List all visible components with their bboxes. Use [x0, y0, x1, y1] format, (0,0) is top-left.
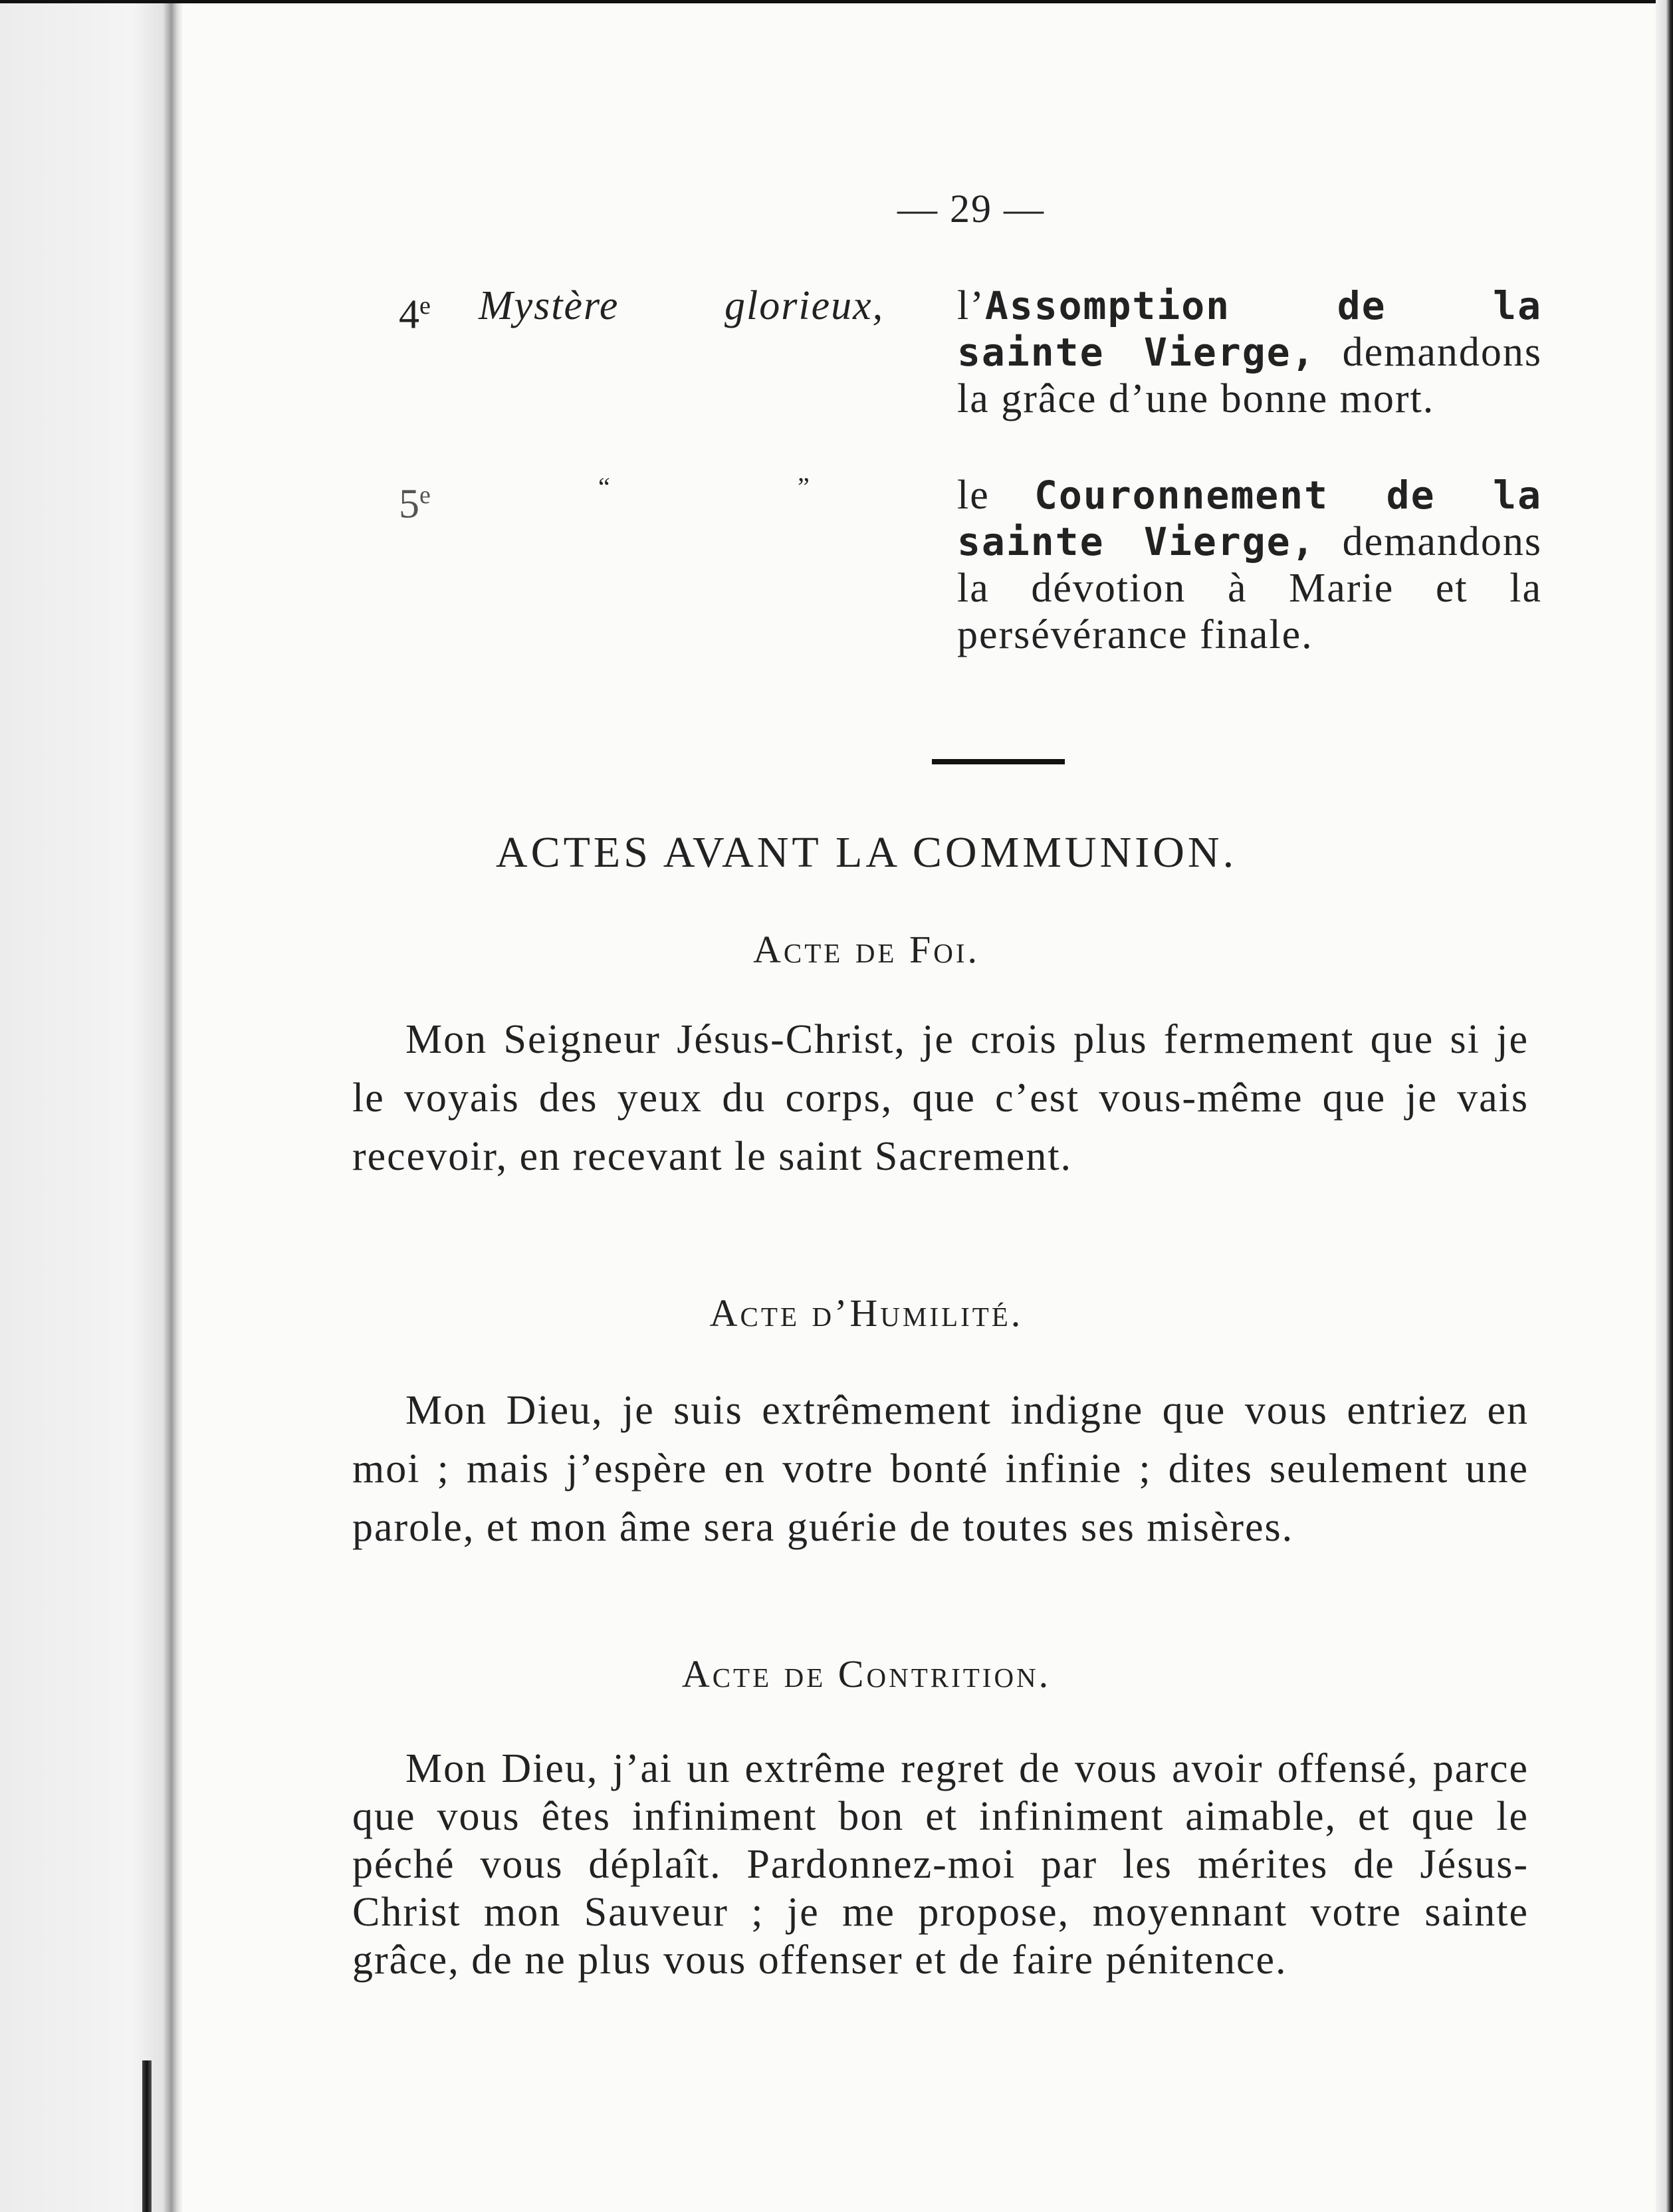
binding-mark — [142, 2060, 152, 2212]
mystery-text: le Couronnement de la sainte Vierge, demandons la dévotion à Marie et la persévérance finale. — [957, 473, 1542, 657]
ditto-mark: ” — [798, 472, 810, 502]
section-divider — [932, 759, 1065, 764]
mystery-title: Assomption de la sainte Vierge, — [957, 283, 1542, 375]
ditto-mark: “ — [598, 472, 610, 502]
act-paragraph: Mon Dieu, je suis extrêmement indigne que vous entriez en moi ; mais j’espère en votre bonté infinie ; dites seulement une parole, et mon âme sera guérie de toutes ses misères. — [352, 1388, 1529, 1550]
act-paragraph: Mon Dieu, j’ai un extrême regret de vous avoir offensé, parce que vous êtes infiniment bon et infiniment aimable, et que le péché vous déplaît. Pardonnez-moi par les mérites de Jésus-Christ mon Sauveur ; je me propose, moyennant votre sainte grâce, de ne plus vous offenser et de faire pénitence. — [352, 1746, 1529, 1983]
act-heading: Acte de Foi. — [753, 928, 980, 971]
mystery-number: 5e — [399, 481, 431, 527]
act-heading: Acte d’Humilité. — [709, 1291, 1024, 1335]
act-paragraph: Mon Seigneur Jésus-Christ, je crois plus fermement que si je le voyais des yeux du corps, que c’est vous-même que je vais recevoir, en recevant le saint Sacrement. — [352, 1017, 1529, 1179]
binding-shadow — [0, 0, 183, 2212]
mystery-kind: glorieux, — [725, 283, 885, 328]
page-number: — 29 — — [897, 187, 1045, 231]
top-border — [0, 0, 1673, 3]
mystery-label: Mystère — [479, 283, 619, 328]
section-title: ACTES AVANT LA COMMUNION. — [495, 828, 1238, 877]
act-heading: Acte de Contrition. — [681, 1652, 1052, 1696]
mystery-number: 4e — [399, 292, 431, 338]
mystery-text: l’Assomption de la sainte Vierge, demandons la grâce d’une bonne mort. — [957, 283, 1542, 421]
mystery-title: Couronnement de la sainte Vierge, — [957, 473, 1542, 564]
right-border — [1656, 0, 1673, 2212]
